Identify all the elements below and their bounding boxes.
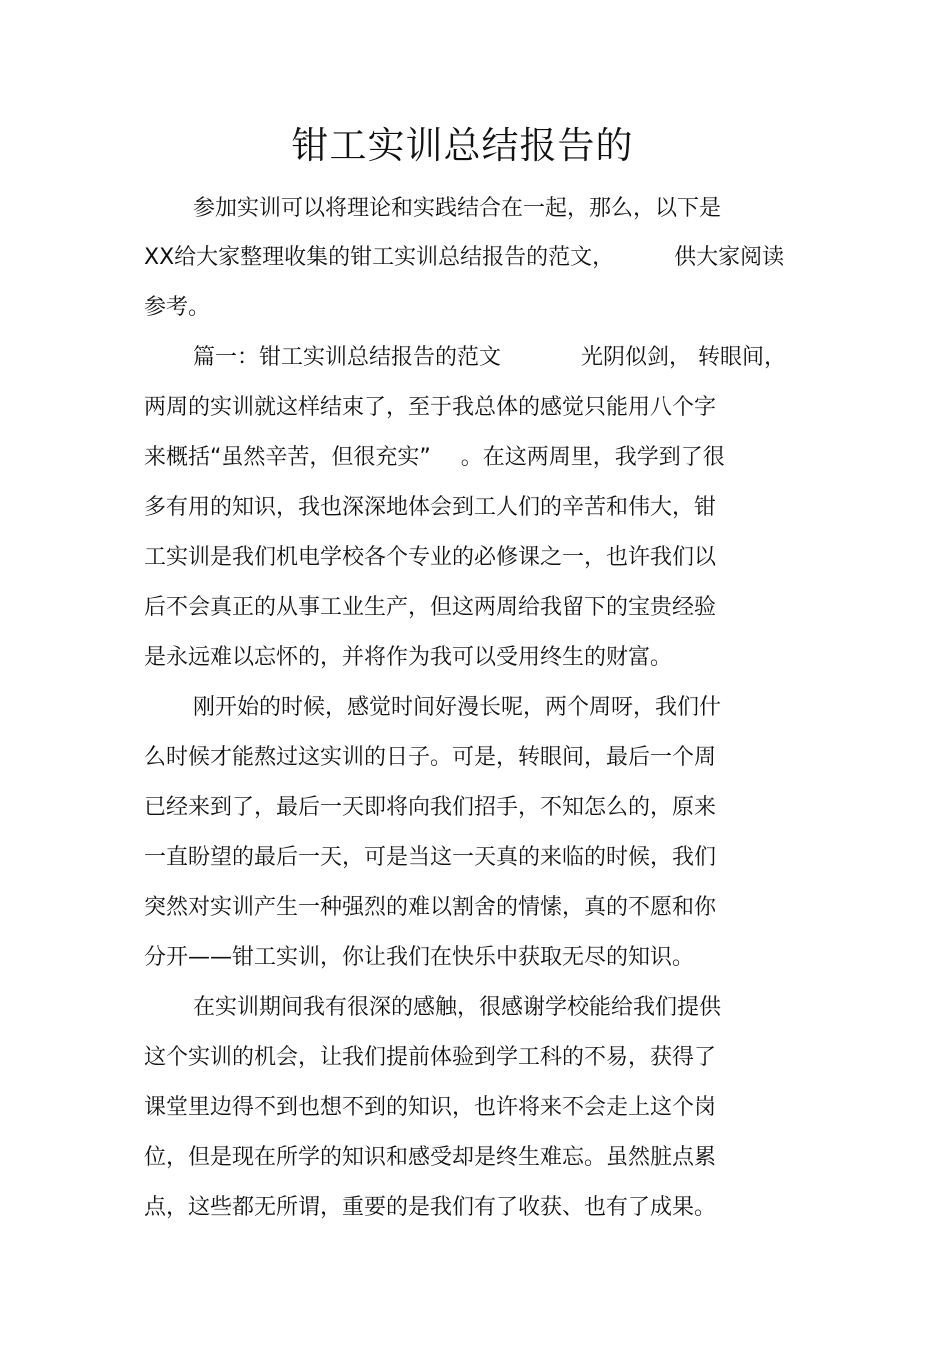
- body-line: 是永远难以忘怀的，并将作为我可以受用终生的财富。: [144, 645, 673, 670]
- body-line: 突然对实训产生一种强烈的难以割舍的情愫，真的不愿和你: [144, 895, 717, 920]
- body-line: 参考。: [144, 295, 211, 320]
- body-line: [193, 343, 786, 373]
- body-line: 分开——钳工实训，你让我们在快乐中获取无尽的知识。: [144, 945, 695, 970]
- body-line: 这个实训的机会，让我们提前体验到学工科的不易，获得了: [144, 1045, 717, 1070]
- body-line-part: 光阴似剑， 转眼间，: [581, 345, 787, 370]
- body-line-part: 供大家阅读: [674, 245, 785, 270]
- body-line: 工实训是我们机电学校各个专业的必修课之一，也许我们以: [144, 545, 717, 570]
- body-line: 一直盼望的最后一天，可是当这一天真的来临的时候，我们: [144, 845, 717, 870]
- body-line-part: 来概括“虽然辛苦，但很充实”: [144, 445, 431, 470]
- body-line: 后不会真正的从事工业生产，但这两周给我留下的宝贵经验: [144, 595, 717, 620]
- body-line: 已经来到了，最后一天即将向我们招手，不知怎么的，原来: [144, 795, 717, 820]
- body-line: 点，这些都无所谓，重要的是我们有了收获、也有了成果。: [144, 1195, 717, 1220]
- body-line: 多有用的知识，我也深深地体会到工人们的辛苦和伟大，钳: [144, 495, 717, 520]
- body-line-part: 。在这两周里，我学到了很: [460, 445, 725, 470]
- body-line: 两周的实训就这样结束了，至于我总体的感觉只能用八个字: [144, 395, 717, 420]
- body-line: 位，但是现在所学的知识和感受却是终生难忘。虽然脏点累: [144, 1145, 717, 1170]
- body-line: 么时候才能熬过这实训的日子。可是，转眼间，最后一个周: [144, 745, 717, 770]
- document-title: 钳工实训总结报告的: [291, 124, 634, 167]
- body-line: [144, 243, 784, 273]
- body-line: 刚开始的时候，感觉时间好漫长呢，两个周呀，我们什: [193, 695, 722, 720]
- body-line: [144, 443, 725, 473]
- body-line: 课堂里边得不到也想不到的知识，也许将来不会走上这个岗: [144, 1095, 717, 1120]
- body-line: 在实训期间我有很深的感触，很感谢学校能给我们提供: [193, 995, 722, 1020]
- body-line-part: XX给大家整理收集的钳工实训总结报告的范文，: [144, 245, 615, 270]
- section-heading: 篇一：钳工实训总结报告的范文: [193, 345, 502, 370]
- body-line: 参加实训可以将理论和实践结合在一起，那么，以下是: [193, 196, 722, 221]
